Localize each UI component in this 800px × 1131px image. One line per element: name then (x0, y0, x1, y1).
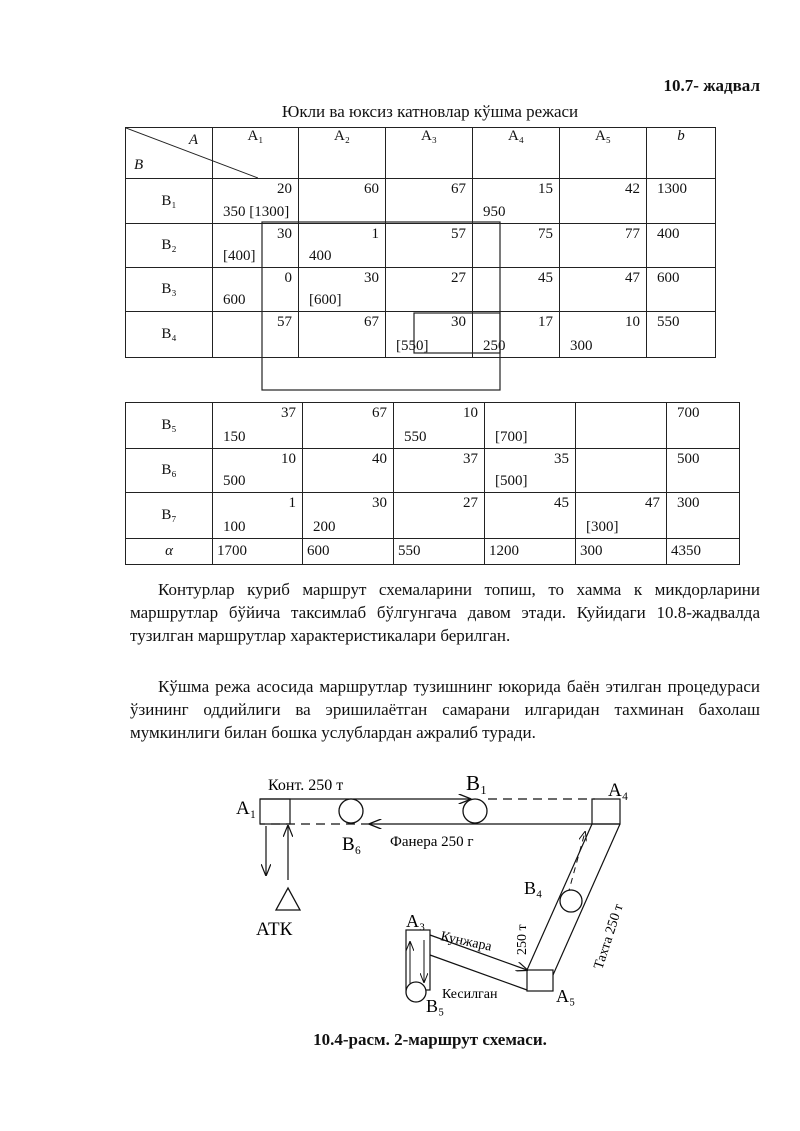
cell-cost: 57 (451, 226, 466, 242)
cell-flow: 150 (223, 429, 246, 445)
label-a3: A₃ (406, 911, 426, 931)
col-header: A₁ (213, 128, 299, 179)
label-kont: Конт. 250 т (268, 777, 344, 794)
cell-cost: 57 (277, 314, 292, 330)
alpha-value: 550 (394, 539, 485, 565)
cell-cost: 60 (364, 181, 379, 197)
cell-cost: 0 (284, 270, 292, 286)
cell-cost: 20 (277, 181, 292, 197)
corner-bottom-label: B (134, 157, 144, 173)
cell-cost: 45 (538, 270, 553, 286)
cell-cost: 17 (538, 314, 553, 330)
supply-value: 600 (657, 270, 680, 286)
contour-overlay (0, 0, 800, 420)
plan-cell (394, 493, 485, 539)
cell-flow: 350 [1300] (223, 204, 290, 220)
table-row (126, 493, 740, 539)
cell-flow: 400 (309, 248, 332, 264)
cell-flow: 950 (483, 204, 506, 220)
cell-cost: 37 (463, 451, 478, 467)
label-taxta: Тахта 250 т (591, 902, 627, 972)
plan-cell (576, 493, 667, 539)
label-atk: АТК (256, 919, 293, 940)
col-header: A₃ (386, 128, 473, 179)
table-row (126, 449, 740, 493)
supply-value: 700 (677, 405, 700, 421)
corner-top-label: A (188, 132, 198, 148)
alpha-value: 300 (576, 539, 667, 565)
label-kunjara-qty: 250 т (515, 924, 530, 955)
col-header: A₂ (299, 128, 386, 179)
paragraph-2: Кўшма режа асосида маршрутлар тузишнинг юкорида баён этилган процедураси ўзининг оддийлиги ва эришилаётган самарани илгаридан тахминан бахолаш мумкинлиги билан бошка услублардан ажралиб туради. (130, 677, 760, 742)
node-b4 (560, 890, 582, 912)
alpha-row (126, 539, 740, 565)
cell-cost: 27 (451, 270, 466, 286)
cell-flow: 100 (223, 519, 246, 535)
cell-flow: [500] (495, 473, 528, 489)
plan-cell (213, 449, 303, 493)
cell-cost: 30 (277, 226, 292, 242)
plan-cell (485, 493, 576, 539)
label-b1: B₁ (466, 771, 488, 795)
alpha-value: 4350 (667, 539, 740, 565)
row-label: B₄ (126, 312, 213, 358)
cell-flow: [600] (309, 292, 342, 308)
row-label: B₆ (126, 449, 213, 493)
supply-value: 550 (657, 314, 680, 330)
supply-value: 1300 (657, 181, 687, 197)
cell-flow: 500 (223, 473, 246, 489)
row-label: B₇ (126, 493, 213, 539)
cell-cost: 10 (463, 405, 478, 421)
node-a5 (527, 970, 553, 991)
cell-cost: 42 (625, 181, 640, 197)
supply-cell (667, 449, 740, 493)
cell-flow: [550] (396, 338, 429, 354)
cell-cost: 10 (625, 314, 640, 330)
cell-cost: 67 (372, 405, 387, 421)
label-b5: B₅ (426, 996, 445, 1016)
table-number: 10.7- жадвал (663, 76, 760, 95)
node-b5 (406, 982, 426, 1002)
supply-value: 300 (677, 495, 700, 511)
route-line-kesilgan (430, 955, 527, 990)
cell-cost: 45 (554, 495, 569, 511)
row-label: B₂ (126, 224, 213, 268)
paragraph-1: Контурлар куриб маршрут схемаларини топиш, то хамма к микдорларини маршрутлар бўйича таксимлаб бўлгунгача давом этади. Куйидаги 10.8-жадвалда тузилган маршрутлар характеристикалари берилган. (130, 580, 760, 645)
contour-rect-large (262, 222, 500, 390)
cell-cost: 77 (625, 226, 640, 242)
cell-cost: 67 (364, 314, 379, 330)
cell-cost: 27 (463, 495, 478, 511)
node-a4 (592, 799, 620, 824)
atk-triangle-icon (276, 888, 300, 910)
label-b4: B₄ (524, 878, 543, 898)
row-label: α (126, 539, 213, 565)
plan-cell (485, 449, 576, 493)
alpha-value: 600 (303, 539, 394, 565)
row-label: B₃ (126, 268, 213, 312)
cell-cost: 1 (288, 495, 296, 511)
col-header: A₅ (560, 128, 647, 179)
label-kunjara: Кунжара (439, 929, 494, 955)
cell-cost: 10 (281, 451, 296, 467)
cell-flow: 300 (570, 338, 593, 354)
cell-flow: [400] (223, 248, 256, 264)
supply-cell (667, 493, 740, 539)
alpha-value: 1700 (213, 539, 303, 565)
cell-flow: 250 (483, 338, 506, 354)
cell-flow: 600 (223, 292, 246, 308)
cell-cost: 15 (538, 181, 553, 197)
cell-cost: 30 (451, 314, 466, 330)
plan-cell (213, 493, 303, 539)
cell-flow: 550 (404, 429, 427, 445)
contour-rect-small (414, 313, 500, 353)
plan-cell (303, 449, 394, 493)
alpha-value: 1200 (485, 539, 576, 565)
plan-cell (303, 493, 394, 539)
row-label: B₅ (126, 403, 213, 449)
col-header: A₄ (473, 128, 560, 179)
cell-flow: [700] (495, 429, 528, 445)
plan-table-bottom (125, 402, 740, 565)
cell-cost: 37 (281, 405, 296, 421)
figure-caption: 10.4-расм. 2-маршрут схемаси. (313, 1030, 547, 1049)
plan-cell (394, 449, 485, 493)
cell-cost: 47 (625, 270, 640, 286)
label-a5: A₅ (556, 986, 576, 1006)
plan-cell (576, 449, 667, 493)
route-diagram (230, 770, 650, 1020)
cell-cost: 47 (645, 495, 660, 511)
label-b6: B₆ (342, 834, 362, 855)
label-fanera: Фанера 250 г (390, 834, 474, 850)
supply-value: 400 (657, 226, 680, 242)
table-title: Юкли ва юксиз катновлар кўшма режаси (281, 102, 579, 121)
cell-cost: 75 (538, 226, 553, 242)
cell-cost: 40 (372, 451, 387, 467)
cell-flow: [300] (586, 519, 619, 535)
cell-cost: 30 (372, 495, 387, 511)
cell-cost: 30 (364, 270, 379, 286)
node-a1 (260, 799, 290, 824)
label-a1: A₁ (236, 798, 257, 819)
label-a4: A₄ (608, 780, 629, 801)
cell-cost: 35 (554, 451, 569, 467)
supply-value: 500 (677, 451, 700, 467)
cell-flow: 200 (313, 519, 336, 535)
node-b1 (463, 799, 487, 823)
label-kesilgan: Кесилган (442, 987, 498, 1002)
row-label: B₁ (126, 179, 213, 224)
cell-cost: 1 (371, 226, 379, 242)
cell-cost: 67 (451, 181, 466, 197)
col-header: b (647, 128, 716, 179)
node-b6 (339, 799, 363, 823)
